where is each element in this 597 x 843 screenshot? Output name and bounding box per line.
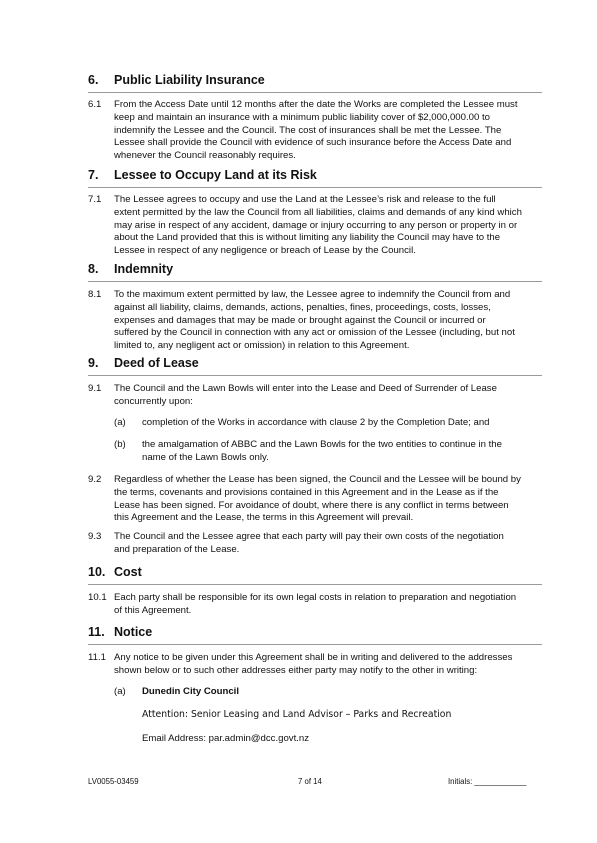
- subclause-text: completion of the Works in accordance with clause 2 by the Completion Date; and: [142, 417, 490, 428]
- clause-9-2: [88, 474, 542, 525]
- section-heading-10: [88, 563, 542, 585]
- section-title: Indemnity: [114, 262, 174, 276]
- section-number: 6.: [88, 73, 99, 87]
- clause-9-1: [88, 383, 542, 409]
- clause-6-1: [88, 99, 542, 163]
- subclause-number: (a): [114, 417, 126, 428]
- footer-initials: Initials: ____________: [448, 777, 527, 786]
- clause-text: From the Access Date until 12 months after the date the Works are completed the Lessee must keep and maintain an insurance with a minimum public liability cover of $2,000,000.00 to indemnify the Lessee and the Council. The cost of insurances shall be met the Lessee. The Lessee shall provide the Council with evidence of such insurance before the Access Date and whenever the Council reasonably requires.: [114, 99, 518, 162]
- clause-text: The Council and the Lawn Bowls will enter into the Lease and Deed of Surrender of Lease concurrently upon:: [114, 383, 497, 407]
- subclause-11-1-a: [114, 686, 542, 699]
- clause-10-1: [88, 592, 542, 618]
- clause-text: To the maximum extent permitted by law, the Lessee agree to indemnify the Council from and against all liability, claims, demands, actions, penalties, fines, proceedings, costs, losses, expenses and damages that may be made or brought against the Council or incurred or suffered by the Council in connection with any act or omission of the Lessee (including, but not limited to, any negligent act or omission) in relation to this Agreement.: [114, 289, 515, 352]
- subclause-number: (b): [114, 439, 126, 450]
- clause-text: Each party shall be responsible for its own legal costs in relation to preparation and negotiation of this Agreement.: [114, 592, 517, 616]
- clause-text: The Lessee agrees to occupy and use the Land at the Lessee’s risk and release to the full extent permitted by the law the Council from all liabilities, claims and demands of any kind which may arise in respect of any accident, damage or injury occurring to any person or property in or about the Land provided that this is without limiting any liability the Council may have to the Lessee in respect of any negligence or breach of Lease by the Council.: [114, 194, 522, 257]
- section-number: 11.: [88, 625, 105, 639]
- footer-doc-ref: LV0055-03459: [88, 777, 139, 786]
- subclause-9-1-a: [114, 417, 542, 430]
- clause-text: The Council and the Lessee agree that each party will pay their own costs of the negotiation and preparation of the Lease.: [114, 531, 504, 555]
- subclause-number: (a): [114, 686, 126, 697]
- notice-email: Email Address: par.admin@dcc.govt.nz: [142, 733, 310, 744]
- clause-11-1: [88, 652, 542, 678]
- clause-text: Regardless of whether the Lease has been signed, the Council and the Lessee will be bound by the terms, covenants and provisions contained in this Agreement and in the Lease as if the Lease has been signed. For avoidance of doubt, where there is any conflict in terms between this Agreement and the Lease, the terms in this Agreement will prevail.: [114, 474, 521, 524]
- footer-page-number: 7 of 14: [298, 777, 322, 786]
- clause-number: 11.1: [88, 652, 106, 663]
- clause-number: 9.2: [88, 474, 102, 485]
- clause-number: 7.1: [88, 194, 102, 205]
- section-heading-6: [88, 71, 542, 93]
- section-title: Notice: [114, 625, 153, 639]
- section-number: 10.: [88, 565, 106, 579]
- clause-text: Any notice to be given under this Agreement shall be in writing and delivered to the addresses shown below or to such other addresses either party may notify to the other in writing:: [114, 652, 513, 676]
- section-number: 7.: [88, 168, 99, 182]
- clause-number: 9.3: [88, 531, 102, 542]
- notice-recipient: Dunedin City Council: [142, 686, 240, 697]
- notice-attention: Attention: Senior Leasing and Land Advisor – Parks and Recreation: [142, 709, 452, 720]
- section-title: Deed of Lease: [114, 356, 199, 370]
- clause-9-3: [88, 531, 542, 557]
- clause-8-1: [88, 289, 542, 353]
- clause-number: 9.1: [88, 383, 102, 394]
- subclause-9-1-b: [114, 439, 542, 465]
- clause-number: 6.1: [88, 99, 102, 110]
- clause-7-1: [88, 194, 542, 258]
- section-number: 9.: [88, 356, 99, 370]
- clause-number: 8.1: [88, 289, 102, 300]
- section-heading-8: [88, 260, 542, 282]
- section-heading-9: [88, 354, 542, 376]
- section-title: Cost: [114, 565, 142, 579]
- section-title: Lessee to Occupy Land at its Risk: [114, 168, 317, 182]
- section-heading-7: [88, 166, 542, 188]
- subclause-text: the amalgamation of ABBC and the Lawn Bowls for the two entities to continue in the name of the Lawn Bowls only.: [142, 439, 502, 463]
- section-title: Public Liability Insurance: [114, 73, 265, 87]
- section-number: 8.: [88, 262, 99, 276]
- clause-number: 10.1: [88, 592, 107, 603]
- section-heading-11: [88, 623, 542, 645]
